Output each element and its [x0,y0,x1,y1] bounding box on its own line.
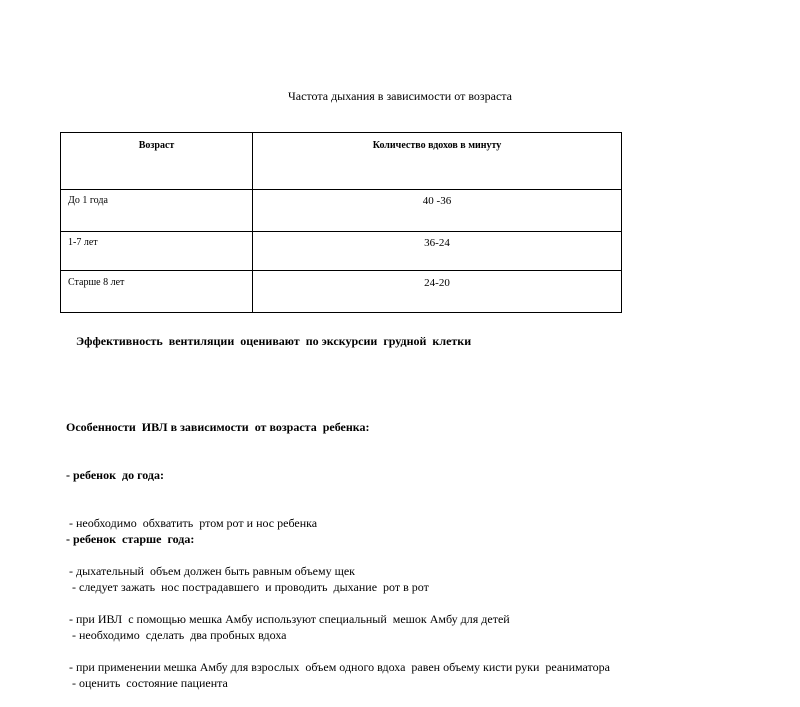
list-item: - при ИВЛ с помощью мешка Амбу используют специальный мешок Амбу для детей [66,612,510,626]
table-row [61,232,622,271]
features-heading: Особенности ИВЛ в зависимости от возраста ребенка: [66,420,370,434]
infant-heading: - ребенок до года: [66,468,164,482]
age-cell: 1-7 лет [61,232,253,271]
table-row [61,271,622,313]
older-heading-text: ребенок старше года: [73,532,195,546]
column-header-age: Возраст [61,133,253,190]
table-row [61,190,622,232]
rate-cell: 24-20 [253,271,622,313]
older-section [66,499,429,707]
infant-heading-text: ребенок до года: [73,468,164,482]
list-item: - оценить состояние пациента [66,676,228,690]
list-item: - дыхательный объем должен быть равным объему щек [66,564,355,578]
respiration-rate-table [60,132,622,313]
rate-cell: 36-24 [253,232,622,271]
age-cell: Старше 8 лет [61,271,253,313]
older-heading: - ребенок старше года: [66,532,195,546]
list-item: - при применении мешка Амбу для взрослых объем одного вдоха равен объему кисти руки реаниматора [66,660,610,674]
rate-cell: 40 -36 [253,190,622,232]
age-cell: До 1 года [61,190,253,232]
list-item: - следует зажать нос пострадавшего и проводить дыхание рот в рот [66,580,429,594]
effectiveness-note: Эффективность вентиляции оценивают по экскурсии грудной клетки [76,334,472,348]
list-item: - необходимо обхватить ртом рот и нос ребенка [66,516,318,530]
table-header-row [61,133,622,190]
list-item: - необходимо сделать два пробных вдоха [66,628,287,642]
column-header-rate: Количество вдохов в минуту [253,133,622,190]
page-title: Частота дыхания в зависимости от возраста [287,89,513,103]
